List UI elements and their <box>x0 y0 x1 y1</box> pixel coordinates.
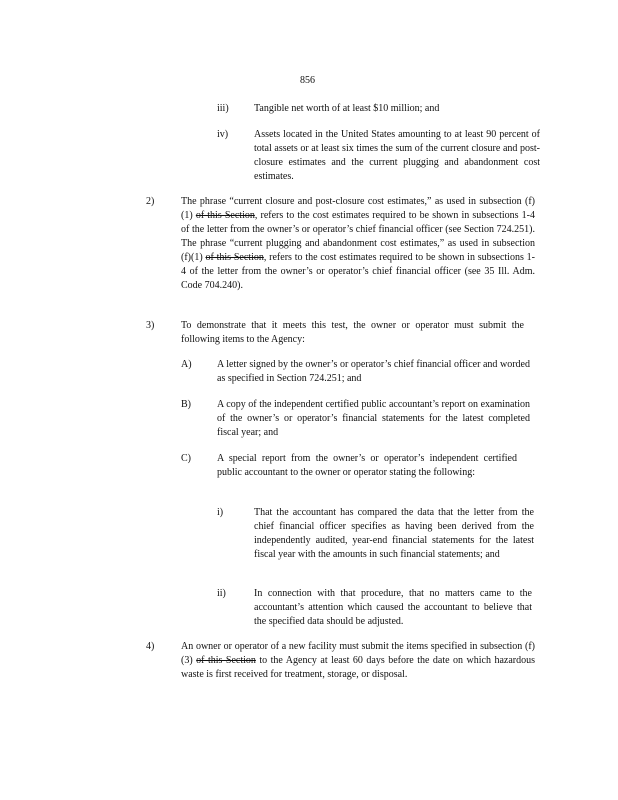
item-text-A: A letter signed by the owner’s or operator’s chief financial officer and worded as specified in Section 724.251; and <box>217 359 530 384</box>
page-number: 856 <box>300 75 315 86</box>
paragraph-text-2 <box>181 195 535 293</box>
p4-seg1: An owner or operator of a new facility must submit the items specified in subsection (f)(3) <box>181 641 535 666</box>
p2-seg3: , refers to the cost estimates required to be shown in subsections 1-4 of the letter from the owner’s or operator’s chief financial officer (see 35 Ill. Adm. Code 704.240). <box>181 252 535 291</box>
p4-strike1: of this Section <box>196 655 256 666</box>
p2-seg2: , refers to the cost estimates required to be shown in subsections 1-4 of the letter from the owner’s or operator’s chief financial officer (see Section 724.251). The phrase “current plugging and abandonment cost estimates,” as used in subsection (f)(1) <box>181 210 535 263</box>
p2-strike2: of this Section <box>205 252 264 263</box>
item-label-A: A) <box>181 359 192 370</box>
item-label-C-ii: ii) <box>217 588 226 599</box>
p4-seg2: to the Agency at least 60 days before the date on which hazardous waste is first received for treatment, storage, or disposal. <box>181 655 535 680</box>
item-text-B: A copy of the independent certified public accountant’s report on examination of the owner’s or operator’s financial statements for the latest completed fiscal year; and <box>217 399 530 438</box>
paragraph-text-4 <box>181 640 535 682</box>
item-label-B: B) <box>181 399 191 410</box>
item-label-iv: iv) <box>217 129 229 140</box>
p2-seg1: The phrase “current closure and post-closure cost estimates,” as used in subsection (f)(1) <box>181 196 535 221</box>
item-label-C-i: i) <box>217 507 224 518</box>
item-text-C-ii: In connection with that procedure, that no matters came to the accountant’s attention which caused the accountant to believe that the specified data should be adjusted. <box>254 588 532 627</box>
item-text-C: A special report from the owner’s or operator’s independent certified public accountant to the owner or operator stating the following: <box>217 453 517 478</box>
paragraph-label-2: 2) <box>146 196 155 207</box>
paragraph-text-3: To demonstrate that it meets this test, the owner or operator must submit the following items to the Agency: <box>181 320 524 345</box>
p2-strike1: of this Section <box>195 210 255 221</box>
paragraph-label-3: 3) <box>146 320 155 331</box>
item-text-C-i: That the accountant has compared the data that the letter from the chief financial officer specifies as having been derived from the independently audited, year-end financial statements for the latest fiscal year with the amounts in such financial statements; and <box>254 507 534 560</box>
paragraph-label-4: 4) <box>146 641 155 652</box>
item-text-iv: Assets located in the United States amounting to at least 90 percent of total assets or at least six times the sum of the current closure and post-closure estimates and the current plugging and abandonment cost estimates. <box>254 129 540 182</box>
item-label-iii: iii) <box>217 103 229 114</box>
item-text-iii: Tangible net worth of at least $10 million; and <box>254 103 440 114</box>
item-label-C: C) <box>181 453 191 464</box>
